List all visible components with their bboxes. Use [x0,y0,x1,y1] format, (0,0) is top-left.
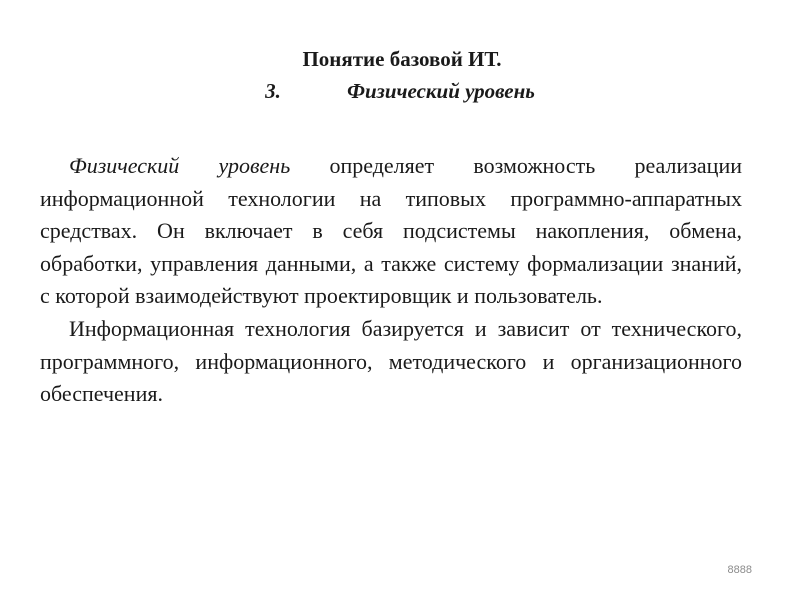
section-number: 3. [265,79,281,103]
paragraph-1-text: определяет возможность реализации информационной технологии на типовых программно-аппаратных средствах. Он включает в себя подсистемы накопления, обмена, обработки, управления данными, а также систему формализации знаний, с которой взаимодействуют проектировщик и пользователь. [40,153,743,309]
section-heading [0,76,800,106]
page-number: 8888 [727,564,752,576]
slide-title: Понятие базовой ИТ. [302,47,502,71]
body-text [40,150,742,411]
paragraph-1 [40,150,742,313]
paragraph-2: Информационная технология базируется и зависит от технического, программного, информационного, методического и организационного обеспечения. [40,315,742,407]
section-title: Физический уровень [347,79,535,103]
title-block [0,44,800,106]
paragraph-1-term: Физический уровень [69,153,291,178]
